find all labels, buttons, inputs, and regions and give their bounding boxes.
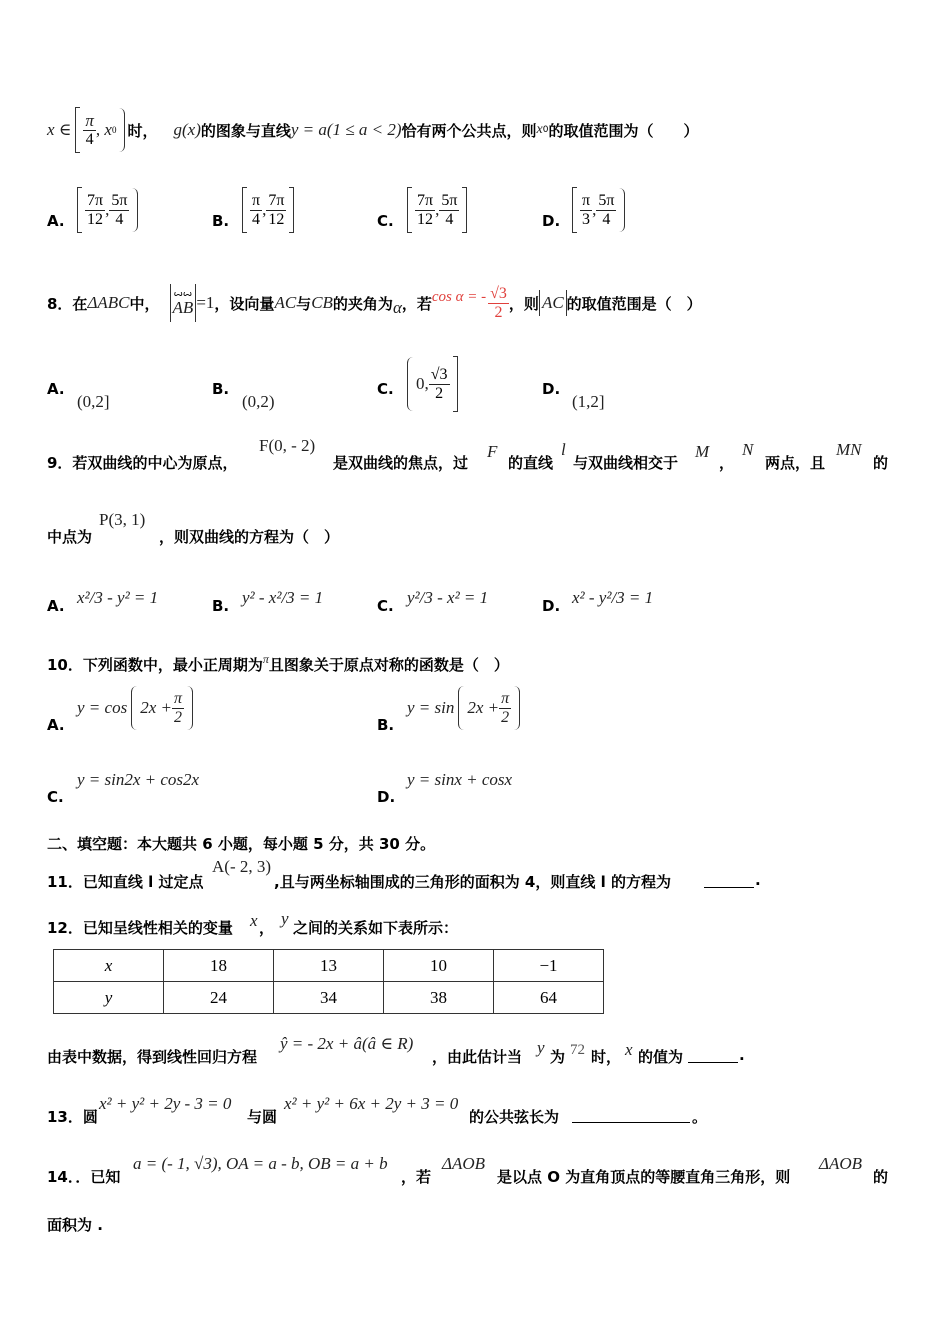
option-label: D. (542, 597, 561, 615)
option-label: C. (377, 597, 394, 615)
option-label: B. (212, 212, 230, 230)
option-label: A. (47, 716, 65, 734)
q11: 11．已知直线 l 过定点 A(- 2, 3) ,且与两坐标轴围成的三角形的面积为 4，则直线 l 的方程为 . (47, 857, 761, 891)
table-cell: 38 (384, 982, 494, 1014)
table-cell: 13 (274, 950, 384, 982)
option-label: B. (377, 716, 395, 734)
option-expression: x²/3 - y² = 1 (77, 588, 159, 607)
table-cell: 18 (164, 950, 274, 982)
table-cell: 24 (164, 982, 274, 1014)
option-expression: y²/3 - x² = 1 (407, 588, 489, 607)
q7-x-in: x ∈ (47, 120, 72, 139)
table-cell: 64 (494, 982, 604, 1014)
fraction: $\frac{\pi}{2}$ (173, 689, 182, 726)
q10-stem: 10．下列函数中，最小正周期为 π 且图象关于原点对称的函数是（ ） (47, 652, 509, 674)
table-row (54, 950, 604, 982)
q9-line2: 中点为 P(3, 1) ，则双曲线的方程为（ ） (47, 510, 340, 546)
q7-option-d[interactable] (542, 186, 625, 234)
option-label: C. (47, 788, 64, 806)
option-label: C. (377, 380, 394, 398)
fraction: $\frac{\pi}{4}$ (252, 191, 261, 228)
q12-after: 由表中数据，得到线性回归方程 ŷ = - 2x + â(â ∈ R) ，由此估计当 y 为 72 时， x 的值为 . (47, 1034, 745, 1066)
option-label: C. (377, 212, 394, 230)
q9-option-a[interactable] (47, 572, 158, 624)
interval: $\frac{7\pi}{12}$ , $\frac{5\pi}{4}$ (77, 187, 138, 233)
q13: 13．圆 x² + y² + 2y - 3 = 0 与圆 x² + y² + 6x + 2y + 3 = 0 的公共弦长为 。 (47, 1094, 708, 1126)
q10-option-d[interactable] (377, 770, 512, 818)
option-expression: y² - x²/3 = 1 (242, 588, 324, 607)
q9-option-c[interactable] (377, 572, 488, 624)
table-cell: x (54, 950, 164, 982)
q12-stem: 12．已知呈线性相关的变量 x ， y 之间的关系如下表所示： (47, 909, 459, 937)
option-label: A. (47, 380, 65, 398)
option-label: D. (542, 212, 561, 230)
option-value: (0,2) (242, 392, 275, 411)
q10-option-b[interactable] (377, 690, 520, 738)
fraction: $\frac{\pi}{3}$ (582, 191, 591, 228)
option-label: D. (377, 788, 396, 806)
option-expression: x² - y²/3 = 1 (572, 588, 654, 607)
q14-line1: 14．．已知 a = (- 1, √3), OA = a - b, OB = a + b ，若 ΔAOB 是以点 O 为直角顶点的等腰直角三角形，则 ΔAOB 的 (47, 1154, 889, 1186)
fraction: $\frac{5\pi}{4}$ (441, 191, 458, 228)
q10-option-a[interactable] (47, 690, 193, 738)
table-cell: −1 (494, 950, 604, 982)
option-label: D. (542, 380, 561, 398)
option-label: A. (47, 212, 65, 230)
interval: $\frac{\pi}{3}$ , $\frac{5\pi}{4}$ (572, 187, 625, 233)
option-value: (1,2] (572, 392, 605, 411)
option-label: B. (212, 597, 230, 615)
q9-line1: 9．若双曲线的中心为原点， F(0, - 2) 是双曲线的焦点，过 F 的直线 l 与双曲线相交于 M ， N 两点，且 MN 的 (47, 436, 889, 472)
q14-line2: 面积为 . (47, 1216, 103, 1234)
fraction: $\frac{7\pi}{12}$ (87, 191, 104, 228)
q8-stem: 8．在 ΔABC 中， ꙍꙍ AB =1 ，设向量 AC 与 CB 的夹角为 α ，若 cos α = - $\frac{√3}{2}$ ，则 AC 的取值范围是（ ） (47, 284, 702, 321)
fraction: $\frac{\pi}{2}$ (501, 689, 510, 726)
table-cell: 34 (274, 982, 384, 1014)
table-cell: y (54, 982, 164, 1014)
table-row (54, 982, 604, 1014)
q7-stem: x ∈ $\frac{\pi}{4}$ , x 0 时， g (x) 的图象与直线 y = a(1 ≤ a < 2) 恰有两个公共点，则 x 0 的取值范围为（ ） (47, 108, 699, 152)
option-label: B. (212, 380, 230, 398)
fraction: $\frac{7\pi}{12}$ (417, 191, 434, 228)
option-value: (0,2] (77, 392, 110, 411)
q7-option-c[interactable] (377, 186, 467, 234)
q7-option-a[interactable] (47, 186, 138, 234)
option-expression: y = sinx + cosx (407, 770, 513, 789)
q12-answer-blank[interactable] (688, 1062, 738, 1063)
q7-interval: $\frac{\pi}{4}$ , x 0 (75, 107, 125, 153)
fraction: $\frac{5\pi}{4}$ (111, 191, 128, 228)
q9-option-b[interactable] (212, 572, 323, 624)
fraction: $\frac{7\pi}{12}$ (268, 191, 285, 228)
interval: 0, $\frac{√3}{2}$ (407, 356, 458, 412)
fraction: $\frac{5\pi}{4}$ (598, 191, 615, 228)
option-label: A. (47, 597, 65, 615)
interval: $\frac{\pi}{4}$ , $\frac{7\pi}{12}$ (242, 187, 294, 233)
q11-answer-blank[interactable] (704, 887, 754, 888)
table-cell: 10 (384, 950, 494, 982)
option-expression: y = cos 2x + $\frac{\pi}{2}$ (77, 686, 193, 730)
q13-answer-blank[interactable] (572, 1122, 690, 1123)
section-2-heading: 二、填空题：本大题共 6 小题，每小题 5 分，共 30 分。 (47, 835, 436, 853)
q9-option-d[interactable] (542, 572, 653, 624)
option-expression: y = sin2x + cos2x (77, 770, 200, 789)
q7-option-b[interactable] (212, 186, 294, 234)
fraction: $\frac{√3}{2}$ (430, 365, 448, 402)
q12-data-table (53, 949, 604, 1014)
interval: $\frac{7\pi}{12}$ , $\frac{5\pi}{4}$ (407, 187, 467, 233)
option-expression: y = sin 2x + $\frac{\pi}{2}$ (407, 686, 520, 730)
q10-option-c[interactable] (47, 770, 199, 818)
